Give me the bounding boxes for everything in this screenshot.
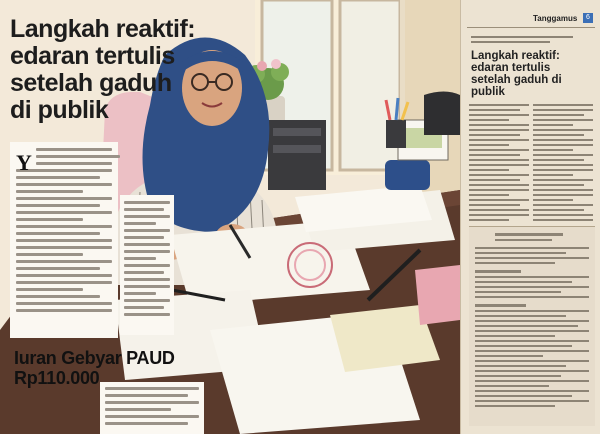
- fee-callout: [14, 348, 175, 388]
- article-body-column: [120, 195, 174, 335]
- headline-line: Langkah reaktif:: [10, 15, 196, 43]
- newspaper-text-column: [469, 104, 529, 224]
- newspaper-headline-line: Langkah reaktif:: [471, 50, 560, 62]
- newspaper-masthead: [467, 8, 595, 28]
- section-label: Tanggamus: [533, 14, 578, 23]
- drop-cap: Y: [16, 150, 32, 175]
- newspaper-headline-line: publik: [471, 86, 505, 98]
- newspaper-headline-line: setelah gaduh di: [471, 74, 562, 86]
- newspaper-headline: [471, 50, 591, 98]
- newspaper-text-column: [533, 104, 593, 224]
- headline-line: setelah gaduh: [10, 69, 172, 97]
- newspaper-headline-line: edaran tertulis: [471, 62, 551, 74]
- fee-callout-line: Rp110.000: [14, 368, 100, 388]
- newspaper-sidebar-box: [469, 226, 595, 426]
- headline-line: di publik: [10, 96, 109, 124]
- newspaper-rule-lines: [471, 36, 591, 46]
- fee-callout-line: Iuran Gebyar PAUD: [14, 348, 175, 368]
- article-body-column: [100, 382, 204, 434]
- newspaper-page: [460, 0, 600, 434]
- page-number-badge: 6: [583, 13, 593, 23]
- headline-line: edaran tertulis: [10, 42, 175, 70]
- article-headline: [10, 16, 210, 124]
